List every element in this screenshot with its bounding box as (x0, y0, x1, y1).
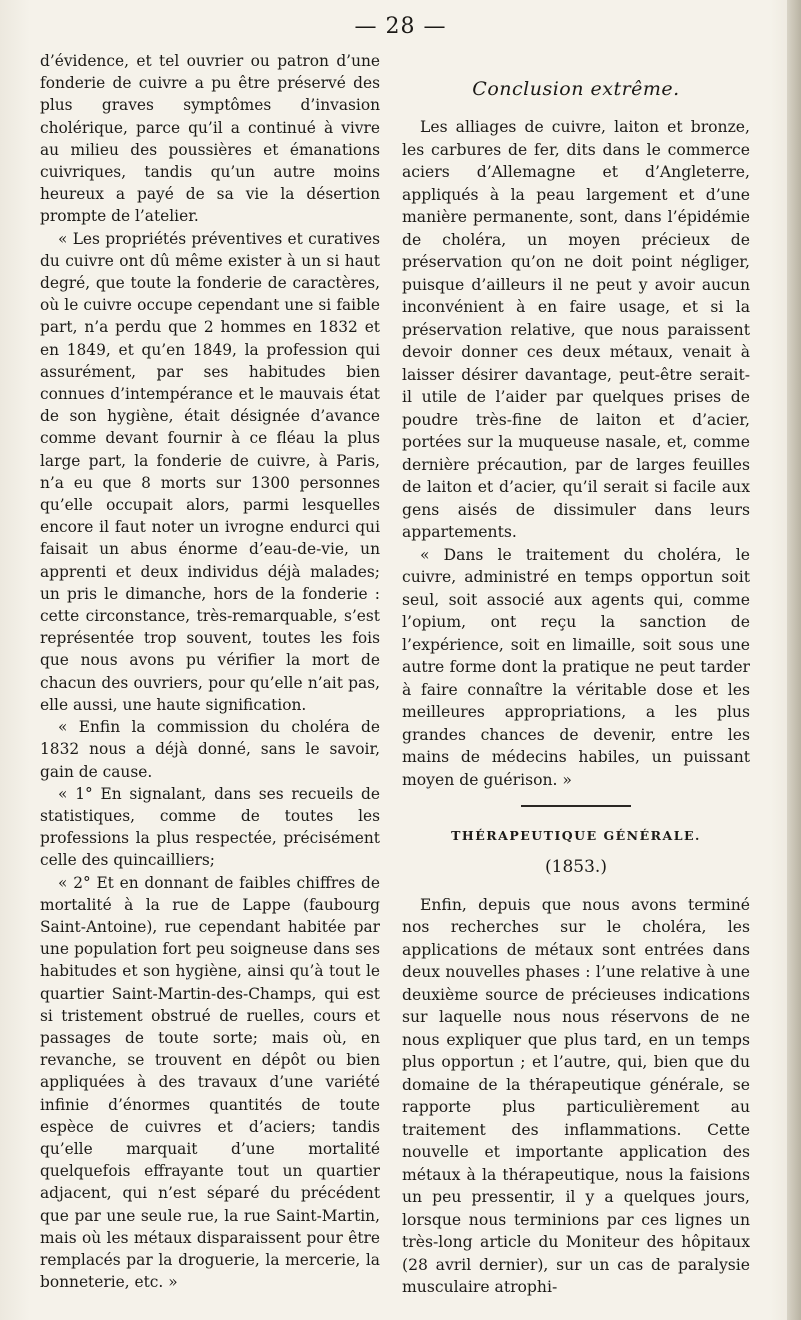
page-number: — 28 — (354, 14, 447, 39)
right-paragraph-3: Enfin, depuis que nous avons terminé nos recherches sur le choléra, les applications de métaux sont entrées dans deux nouvelles phases : l’une relative à une deuxième source de précieuses indications sur laquelle nous nous réservons de ne nous expliquer que plus tard, en un temps plus opportun ; et l’autre, qui, bien que du domaine de la thérapeutique générale, se rapporte plus particulièrement au traitement des inflammations. Cette nouvelle et importante application des métaux à la thérapeutique, nous la faisions un peu pressentir, il y a quelques jours, lorsque nous terminions par ces lignes un très-long article du Moniteur des hôpitaux (28 avril dernier), sur un cas de paralysie musculaire atrophi- (402, 895, 750, 1297)
subheading: THÉRAPEUTIQUE GÉNÉRALE. (451, 828, 701, 844)
section-title: Conclusion extrême. (472, 78, 680, 100)
right-paragraph-2: « Dans le traitement du choléra, le cuivre, administré en temps opportun soit seul, soit associé aux agents qui, comme l’opium, ont reçu la sanction de l’expérience, soit en limaille, soit sous une autre forme dont la pratique ne peut tarder à faire connaître la véritable dose et les meilleures appropriations, a les plus grandes chances de devenir, entre les mains de médecins habiles, un puissant moyen de guérison. » (402, 545, 750, 789)
subheading-year: (1853.) (545, 856, 607, 877)
right-column (402, 78, 750, 1299)
left-paragraph-3: « Enfin la commission du choléra de 1832 nous a déjà donné, sans le savoir, gain de cause. (40, 718, 380, 781)
section-divider (521, 805, 631, 807)
left-paragraph-5: « 2° Et en donnant de faibles chiffres de mortalité à la rue de Lappe (faubourg Saint-Antoine), rue cependant habitée par une population fort peu soigneuse dans ses habitudes et son hygiène, ainsi qu’à tout le quartier Saint-Martin-des-Champs, qui est si tristement obstrué de ruelles, cours et passages de toute sorte; mais où, en revanche, se trouvent en dépôt ou bien appliquées à des travaux d’une variété infinie d’énormes quantités de toute espèce de cuivres et d’aciers; tandis qu’elle marquait d’une mortalité quelquefois effrayante tout un quartier adjacent, qui n’est séparé du précédent que par une seule rue, la rue Saint-Martin, mais où les métaux disparaissent pour être remplacés par la droguerie, la mercerie, la bonneterie, etc. » (40, 873, 380, 1292)
page-edge-shadow (787, 0, 801, 1320)
left-paragraph-2: « Les propriétés préventives et curatives du cuivre ont dû même exister à un si haut degré, que toute la fonderie de caractères, où le cuivre occupe cependant une si faible part, n’a perdu que 2 hommes en 1832 et en 1849, et qu’en 1849, la profession qui assurément, par ses habitudes bien connues d’intempérance et le mauvais état de son hygiène, était désignée d’avance comme devant fournir à ce fléau la plus large part, la fonderie de cuivre, à Paris, n’a eu que 8 morts sur 1300 personnes qu’elle occupait alors, parmi lesquelles encore il faut noter un ivrogne endurci qui faisait un abus énorme d’eau-de-vie, un apprenti et deux individus déjà malades; un pris le dimanche, hors de la fonderie : cette circonstance, très-remarquable, s’est représentée trop souvent, toutes les fois que nous avons pu vérifier la mort de chacun des ouvriers, pour qu’elle n’ait pas, elle aussi, une haute signification. (40, 229, 380, 714)
left-paragraph-4: « 1° En signalant, dans ses recueils de statistiques, comme de toutes les professions la plus respectée, précisément celle des quincailliers; (40, 784, 380, 870)
left-paragraph-1: d’évidence, et tel ouvrier ou patron d’une fonderie de cuivre a pu être préservé des plus graves symptômes d’invasion cholérique, parce qu’il a continué à vivre au milieu des poussières et émanations cuivriques, tandis qu’un autre moins heureux a payé de sa vie la désertion prompte de l’atelier. (40, 52, 380, 226)
left-column (40, 50, 380, 1293)
right-paragraph-1: Les alliages de cuivre, laiton et bronze, les carbures de fer, dits dans le commerce aciers d’Allemagne et d’Angleterre, appliqués à la peau largement et d’une manière permanente, sont, dans l’épidémie de choléra, un moyen précieux de préservation qu’on ne doit point négliger, puisque d’ailleurs il ne peut y avoir aucun inconvénient à en faire usage, et si la préservation relative, que nous paraissent devoir donner ces deux métaux, venait à laisser désirer davantage, peut-être serait-il utile de l’aider par quelques prises de poudre très-fine de laiton et d’acier, portées sur la muqueuse nasale, et, comme dernière précaution, par de larges feuilles de laiton et d’acier, qu’il serait si facile aux gens aisés de dissimuler dans leurs appartements. (402, 118, 750, 542)
